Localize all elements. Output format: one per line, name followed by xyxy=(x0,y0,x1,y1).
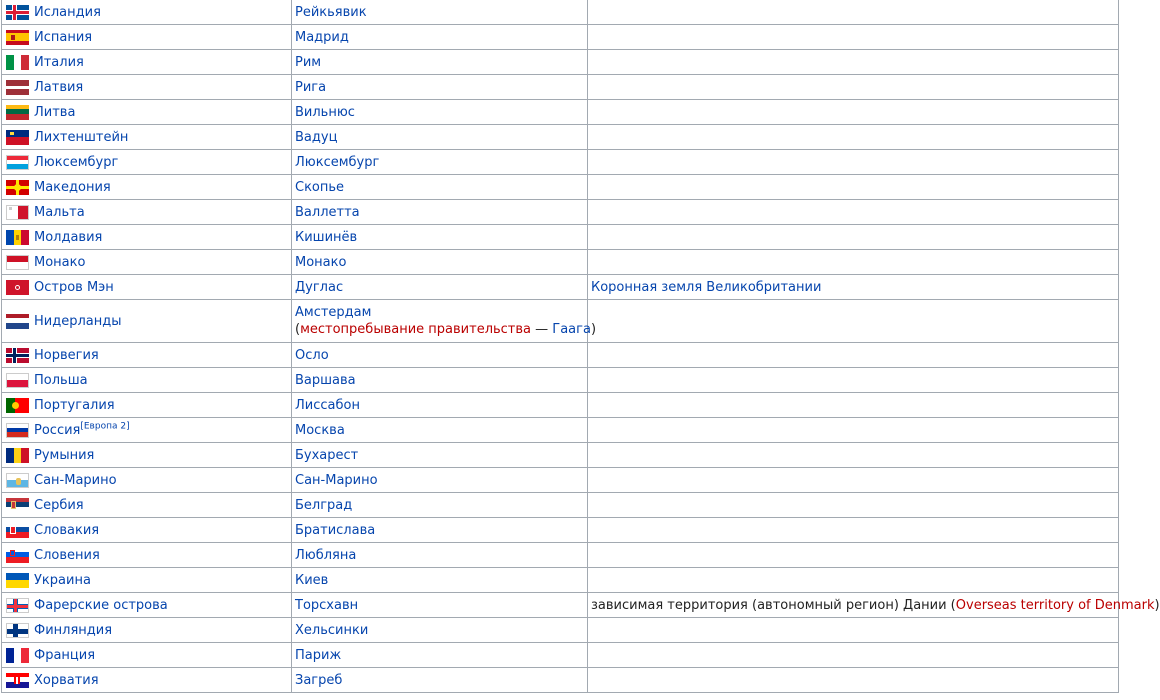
capital-cell xyxy=(292,518,588,543)
table-row xyxy=(2,368,1119,393)
note-cell xyxy=(588,568,1119,593)
note-cell xyxy=(588,100,1119,125)
capital-cell xyxy=(292,0,588,25)
table-row xyxy=(2,343,1119,368)
table-row xyxy=(2,393,1119,418)
malta-flag-icon[interactable] xyxy=(6,205,29,220)
capital-link[interactable]: Любляна xyxy=(295,547,357,563)
note-cell xyxy=(588,468,1119,493)
capital-cell xyxy=(292,250,588,275)
country-link[interactable]: Испания xyxy=(34,29,93,45)
note-cell xyxy=(588,668,1119,693)
table-row xyxy=(2,50,1119,75)
table-row xyxy=(2,75,1119,100)
country-link[interactable]: Фарерские острова xyxy=(34,597,168,613)
liechtenstein-flag-icon[interactable] xyxy=(6,130,29,145)
capital-cell xyxy=(292,275,588,300)
note-cell xyxy=(588,393,1119,418)
capital-link[interactable]: Монако xyxy=(295,254,347,270)
country-link[interactable]: Хорватия xyxy=(34,672,99,688)
note-cell xyxy=(588,225,1119,250)
note-cell xyxy=(588,300,1119,343)
capital-cell xyxy=(292,50,588,75)
table-row xyxy=(2,618,1119,643)
country-link[interactable]: Сербия xyxy=(34,497,84,513)
reference-note[interactable]: [Европа 2] xyxy=(80,421,130,432)
capital-link[interactable]: Братислава xyxy=(295,522,376,538)
country-link[interactable]: Люксембург xyxy=(34,154,119,170)
country-cell xyxy=(2,568,292,593)
capital-cell xyxy=(292,643,588,668)
country-cell xyxy=(2,618,292,643)
note-cell xyxy=(588,618,1119,643)
country-cell xyxy=(2,150,292,175)
capital-link[interactable]: Кишинёв xyxy=(295,229,358,245)
note-cell xyxy=(588,175,1119,200)
country-cell xyxy=(2,468,292,493)
note-cell xyxy=(588,150,1119,175)
note-cell xyxy=(588,125,1119,150)
macedonia-flag-icon[interactable] xyxy=(6,180,29,195)
capital-link[interactable]: Сан-Марино xyxy=(295,472,378,488)
iceland-flag-icon[interactable] xyxy=(6,5,29,20)
country-cell xyxy=(2,175,292,200)
country-link[interactable]: Монако xyxy=(34,254,86,270)
note-cell xyxy=(588,368,1119,393)
faroe-islands-flag-icon[interactable] xyxy=(6,598,29,613)
moldova-flag-icon[interactable] xyxy=(6,230,29,245)
country-link[interactable]: Норвегия xyxy=(34,347,99,363)
country-link[interactable]: Португалия xyxy=(34,397,115,413)
country-cell xyxy=(2,25,292,50)
capital-cell xyxy=(292,150,588,175)
table-row xyxy=(2,300,1119,343)
note-cell xyxy=(588,50,1119,75)
monaco-flag-icon[interactable] xyxy=(6,255,29,270)
country-link[interactable]: Сан-Марино xyxy=(34,472,117,488)
capital-link[interactable]: Торсхавн xyxy=(295,597,359,613)
capital-link[interactable]: Амстердам xyxy=(295,305,372,320)
capital-cell xyxy=(292,100,588,125)
capital-link[interactable]: Хельсинки xyxy=(295,622,369,638)
table-row xyxy=(2,443,1119,468)
close-paren: ) xyxy=(1154,597,1160,613)
latvia-flag-icon[interactable] xyxy=(6,80,29,95)
capital-link[interactable]: Париж xyxy=(295,647,342,663)
capital-link[interactable]: Вильнюс xyxy=(295,104,355,120)
capital-cell xyxy=(292,568,588,593)
slovakia-flag-icon[interactable] xyxy=(6,523,29,538)
country-link[interactable]: Литва xyxy=(34,104,76,120)
isle-of-man-flag-icon[interactable] xyxy=(6,280,29,295)
hague-link[interactable]: Гаага xyxy=(552,322,591,337)
table-row xyxy=(2,225,1119,250)
capital-cell xyxy=(292,200,588,225)
croatia-flag-icon[interactable] xyxy=(6,673,29,688)
capital-cell xyxy=(292,493,588,518)
poland-flag-icon[interactable] xyxy=(6,373,29,388)
capital-cell xyxy=(292,668,588,693)
portugal-flag-icon[interactable] xyxy=(6,398,29,413)
note-cell xyxy=(588,493,1119,518)
table-row xyxy=(2,25,1119,50)
country-cell xyxy=(2,75,292,100)
capital-cell xyxy=(292,393,588,418)
country-link[interactable]: Остров Мэн xyxy=(34,279,114,295)
country-link[interactable]: Нидерланды xyxy=(34,313,122,329)
country-link[interactable]: Финляндия xyxy=(34,622,113,638)
note-cell xyxy=(588,418,1119,443)
note-cell xyxy=(588,443,1119,468)
italy-flag-icon[interactable] xyxy=(6,55,29,70)
capital-cell xyxy=(292,25,588,50)
capital-cell xyxy=(292,618,588,643)
note-cell xyxy=(588,75,1119,100)
spain-flag-icon[interactable] xyxy=(6,30,29,45)
capital-link[interactable]: Вадуц xyxy=(295,129,338,145)
capital-link[interactable]: Белград xyxy=(295,497,353,513)
capital-link[interactable]: Лиссабон xyxy=(295,397,360,413)
country-cell xyxy=(2,393,292,418)
country-link[interactable]: Молдавия xyxy=(34,229,103,245)
capital-cell xyxy=(292,418,588,443)
country-cell xyxy=(2,125,292,150)
capital-cell xyxy=(292,368,588,393)
table-row xyxy=(2,643,1119,668)
capital-cell xyxy=(292,225,588,250)
country-cell xyxy=(2,50,292,75)
note-cell xyxy=(588,643,1119,668)
country-link[interactable]: Польша xyxy=(34,372,88,388)
country-cell xyxy=(2,368,292,393)
note-cell xyxy=(588,543,1119,568)
country-link[interactable]: Македония xyxy=(34,179,111,195)
serbia-flag-icon[interactable] xyxy=(6,498,29,513)
russia-flag-icon[interactable] xyxy=(6,423,29,438)
country-link[interactable]: Франция xyxy=(34,647,96,663)
country-link[interactable]: Исландия xyxy=(34,4,101,20)
netherlands-flag-icon[interactable] xyxy=(6,314,29,329)
country-cell xyxy=(2,343,292,368)
capital-link[interactable]: Бухарест xyxy=(295,447,359,463)
table-row xyxy=(2,175,1119,200)
table-row xyxy=(2,593,1119,618)
table-row xyxy=(2,668,1119,693)
table-row xyxy=(2,418,1119,443)
capital-link[interactable]: Рим xyxy=(295,54,322,70)
country-cell xyxy=(2,250,292,275)
capital-cell xyxy=(292,543,588,568)
capital-link[interactable]: Скопье xyxy=(295,179,345,195)
country-cell xyxy=(2,418,292,443)
table-row xyxy=(2,543,1119,568)
note-cell xyxy=(588,200,1119,225)
country-link[interactable]: Словакия xyxy=(34,522,100,538)
close-paren: ) xyxy=(590,322,597,337)
capital-cell xyxy=(292,125,588,150)
note-cell xyxy=(588,0,1119,25)
country-link[interactable]: Румыния xyxy=(34,447,95,463)
table-row xyxy=(2,568,1119,593)
capital-cell xyxy=(292,593,588,618)
country-cell xyxy=(2,0,292,25)
country-cell xyxy=(2,668,292,693)
capital-link[interactable]: Загреб xyxy=(295,672,343,688)
capital-cell xyxy=(292,175,588,200)
note-link[interactable]: Коронная земля Великобритании xyxy=(591,279,822,295)
luxembourg-flag-icon[interactable] xyxy=(6,155,29,170)
capital-cell xyxy=(292,75,588,100)
table-row xyxy=(2,200,1119,225)
country-cell xyxy=(2,493,292,518)
country-link[interactable]: Россия xyxy=(34,422,81,438)
countries-table xyxy=(1,0,1160,693)
government-seat-link[interactable]: местопребывание правительства xyxy=(300,322,532,337)
open-paren: ( xyxy=(295,322,301,337)
capital-cell xyxy=(292,300,597,343)
capital-link[interactable]: Москва xyxy=(295,422,345,438)
country-link[interactable]: Словения xyxy=(34,547,100,563)
capital-link[interactable]: Варшава xyxy=(295,372,356,388)
table-row xyxy=(2,125,1119,150)
table-row xyxy=(2,518,1119,543)
note-cell xyxy=(588,250,1119,275)
france-flag-icon[interactable] xyxy=(6,648,29,663)
dash-separator: — xyxy=(531,322,553,337)
capital-link[interactable]: Рига xyxy=(295,79,327,95)
overseas-territory-link[interactable]: Overseas territory of Denmark xyxy=(955,597,1155,613)
table-row xyxy=(2,275,1119,300)
san-marino-flag-icon[interactable] xyxy=(6,473,29,488)
country-link[interactable]: Лихтенштейн xyxy=(34,129,129,145)
ukraine-flag-icon[interactable] xyxy=(6,573,29,588)
capital-cell xyxy=(292,443,588,468)
note-cell xyxy=(588,593,1160,618)
capital-link[interactable]: Валлетта xyxy=(295,204,360,220)
country-cell xyxy=(2,225,292,250)
note-text: зависимая территория (автономный регион) Дании ( xyxy=(591,597,956,613)
country-cell xyxy=(2,100,292,125)
capital-cell xyxy=(292,343,588,368)
country-link[interactable]: Мальта xyxy=(34,204,85,220)
country-cell xyxy=(2,200,292,225)
country-link[interactable]: Латвия xyxy=(34,79,84,95)
capital-link[interactable]: Осло xyxy=(295,347,329,363)
note-cell xyxy=(588,25,1119,50)
note-cell xyxy=(588,275,1119,300)
country-cell xyxy=(2,518,292,543)
capital-link[interactable]: Дуглас xyxy=(295,279,344,295)
country-cell xyxy=(2,643,292,668)
country-cell xyxy=(2,593,292,618)
capital-cell xyxy=(292,468,588,493)
country-link[interactable]: Италия xyxy=(34,54,84,70)
note-cell xyxy=(588,518,1119,543)
capital-link[interactable]: Люксембург xyxy=(295,154,380,170)
country-cell xyxy=(2,300,292,343)
table-row xyxy=(2,100,1119,125)
country-link[interactable]: Украина xyxy=(34,572,91,588)
table-row xyxy=(2,0,1119,25)
finland-flag-icon[interactable] xyxy=(6,623,29,638)
table-row xyxy=(2,493,1119,518)
romania-flag-icon[interactable] xyxy=(6,448,29,463)
capital-link[interactable]: Киев xyxy=(295,572,329,588)
capital-link[interactable]: Мадрид xyxy=(295,29,349,45)
country-cell xyxy=(2,275,292,300)
note-cell xyxy=(588,343,1119,368)
slovenia-flag-icon[interactable] xyxy=(6,548,29,563)
lithuania-flag-icon[interactable] xyxy=(6,105,29,120)
norway-flag-icon[interactable] xyxy=(6,348,29,363)
table-row xyxy=(2,250,1119,275)
table-row xyxy=(2,150,1119,175)
capital-link[interactable]: Рейкьявик xyxy=(295,4,367,20)
country-cell xyxy=(2,543,292,568)
country-cell xyxy=(2,443,292,468)
table-row xyxy=(2,468,1119,493)
